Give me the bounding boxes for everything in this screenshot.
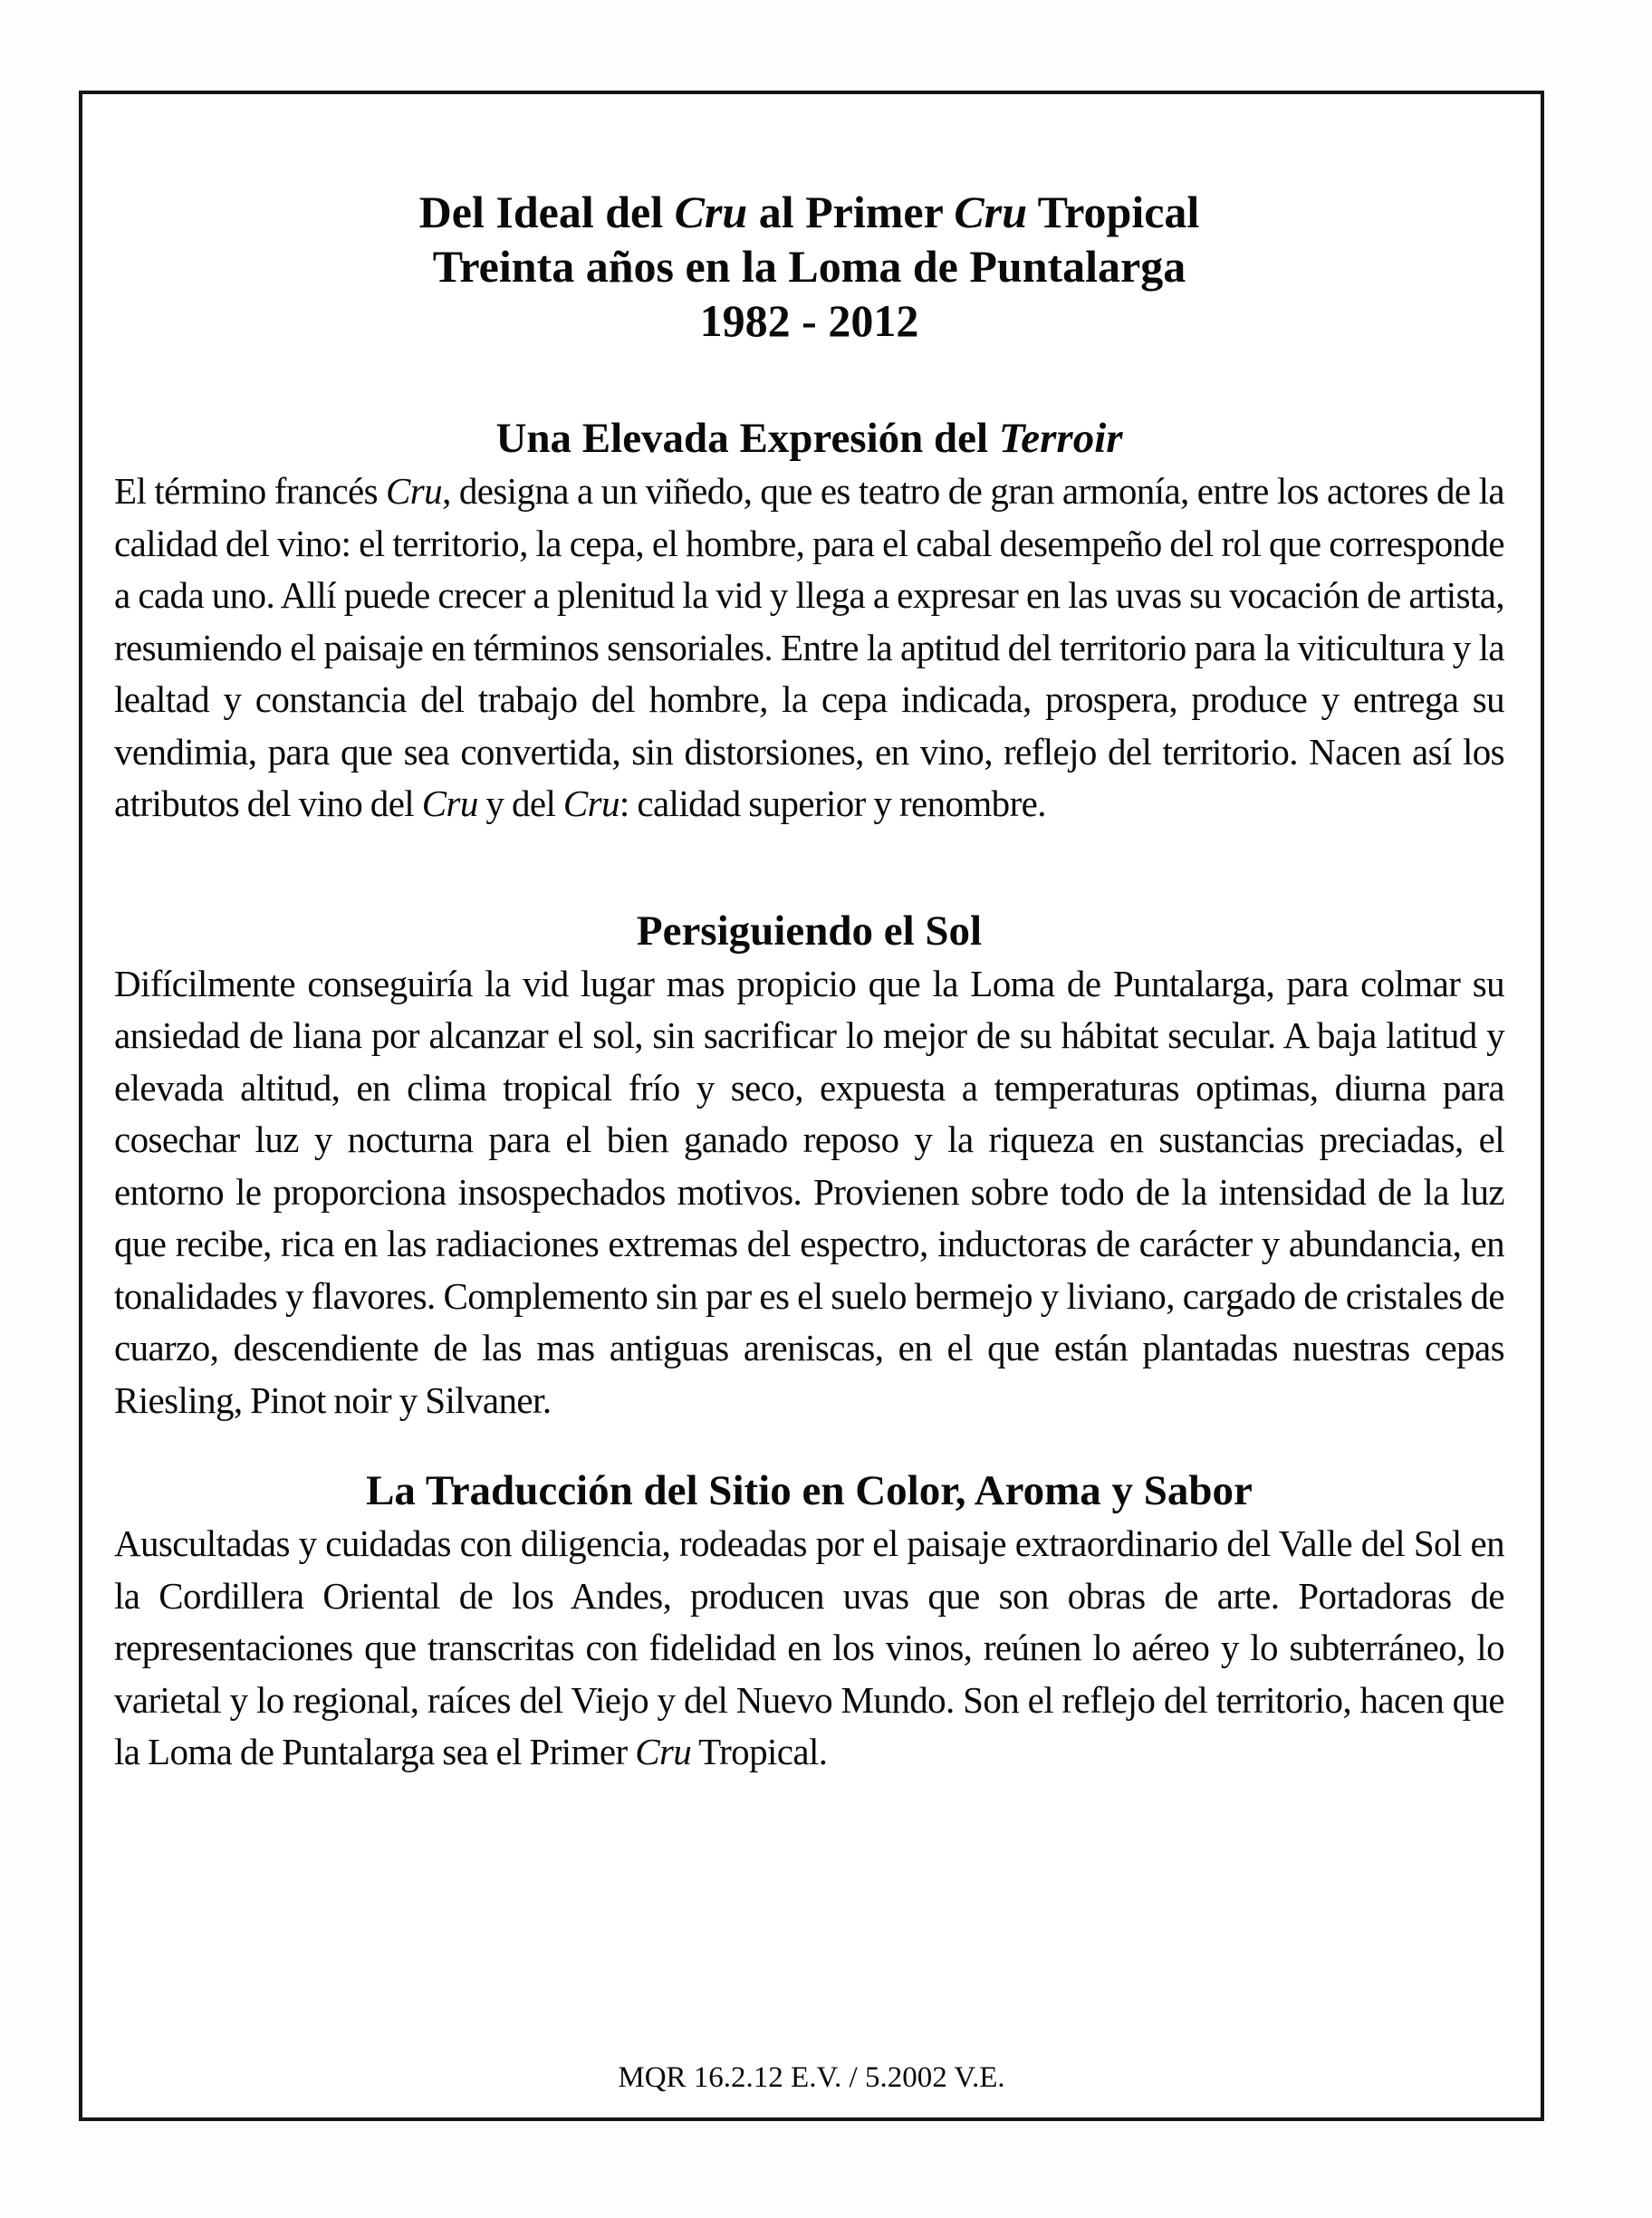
section-heading-traduccion: La Traducción del Sitio en Color, Aroma y Sabor xyxy=(366,1467,1253,1514)
title-line-3: 1982 - 2012 xyxy=(699,295,919,346)
paragraph-terroir: El término francés Cru, designa a un viñedo, que es teatro de gran armonía, entre los actores de la calidad del vino: el territorio, la cepa, el hombre, para el cabal desempeño del rol que corresponde a cada uno. Allí puede crecer a plenitud la vid y llega a expresar en las uvas su vocación de artista, resumiendo el paisaje en términos sensoriales. Entre la aptitud del territorio para la viticultura y la lealtad y constancia del trabajo del hombre, la cepa indicada, prospera, produce y entrega su vendimia, para que sea convertida, sin distorsiones, en vino, reflejo del territorio. Nacen así los atributos del vino del Cru y del Cru: calidad superior y renombre. xyxy=(114,470,1504,824)
document-title xyxy=(114,185,1504,348)
page-border-frame xyxy=(79,91,1544,2121)
title-line-1: Del Ideal del Cru al Primer Cru Tropical xyxy=(418,187,1200,237)
paragraph-persiguiendo-el-sol: Difícilmente conseguiría la vid lugar mas propicio que la Loma de Puntalarga, para colmar su ansiedad de liana por alcanzar el sol, sin sacrificar lo mejor de su hábitat secular. A baja latitud y elevada altitud, en clima tropical frío y seco, expuesta a temperaturas optimas, diurna para cosechar luz y nocturna para el bien ganado reposo y la riqueza en sustancias preciadas, el entorno le proporciona insospechados motivos. Provienen sobre todo de la intensidad de la luz que recibe, rica en las radiaciones extremas del espectro, inductoras de carácter y abundancia, en tonalidades y flavores. Complemento sin par es el suelo bermejo y liviano, cargado de cristales de cuarzo, descendiente de las mas antiguas areniscas, en el que están plantadas nuestras cepas Riesling, Pinot noir y Silvaner. xyxy=(114,962,1504,1421)
paragraph-traduccion: Auscultadas y cuidadas con diligencia, rodeadas por el paisaje extraordinario del Valle del Sol en la Cordillera Oriental de los Andes, producen uvas que son obras de arte. Portadoras de representaciones que transcritas con fidelidad en los vinos, reúnen lo aéreo y lo subterráneo, lo varietal y lo regional, raíces del Viejo y del Nuevo Mundo. Son el reflejo del territorio, hacen que la Loma de Puntalarga sea el Primer Cru Tropical. xyxy=(114,1522,1504,1772)
title-line-2: Treinta años en la Loma de Puntalarga xyxy=(432,241,1186,292)
footer-reference: MQR 16.2.12 E.V. / 5.2002 V.E. xyxy=(618,2061,1005,2094)
section-heading-persiguiendo-el-sol: Persiguiendo el Sol xyxy=(636,907,983,955)
section-heading-terroir: Una Elevada Expresión del Terroir xyxy=(495,415,1123,462)
